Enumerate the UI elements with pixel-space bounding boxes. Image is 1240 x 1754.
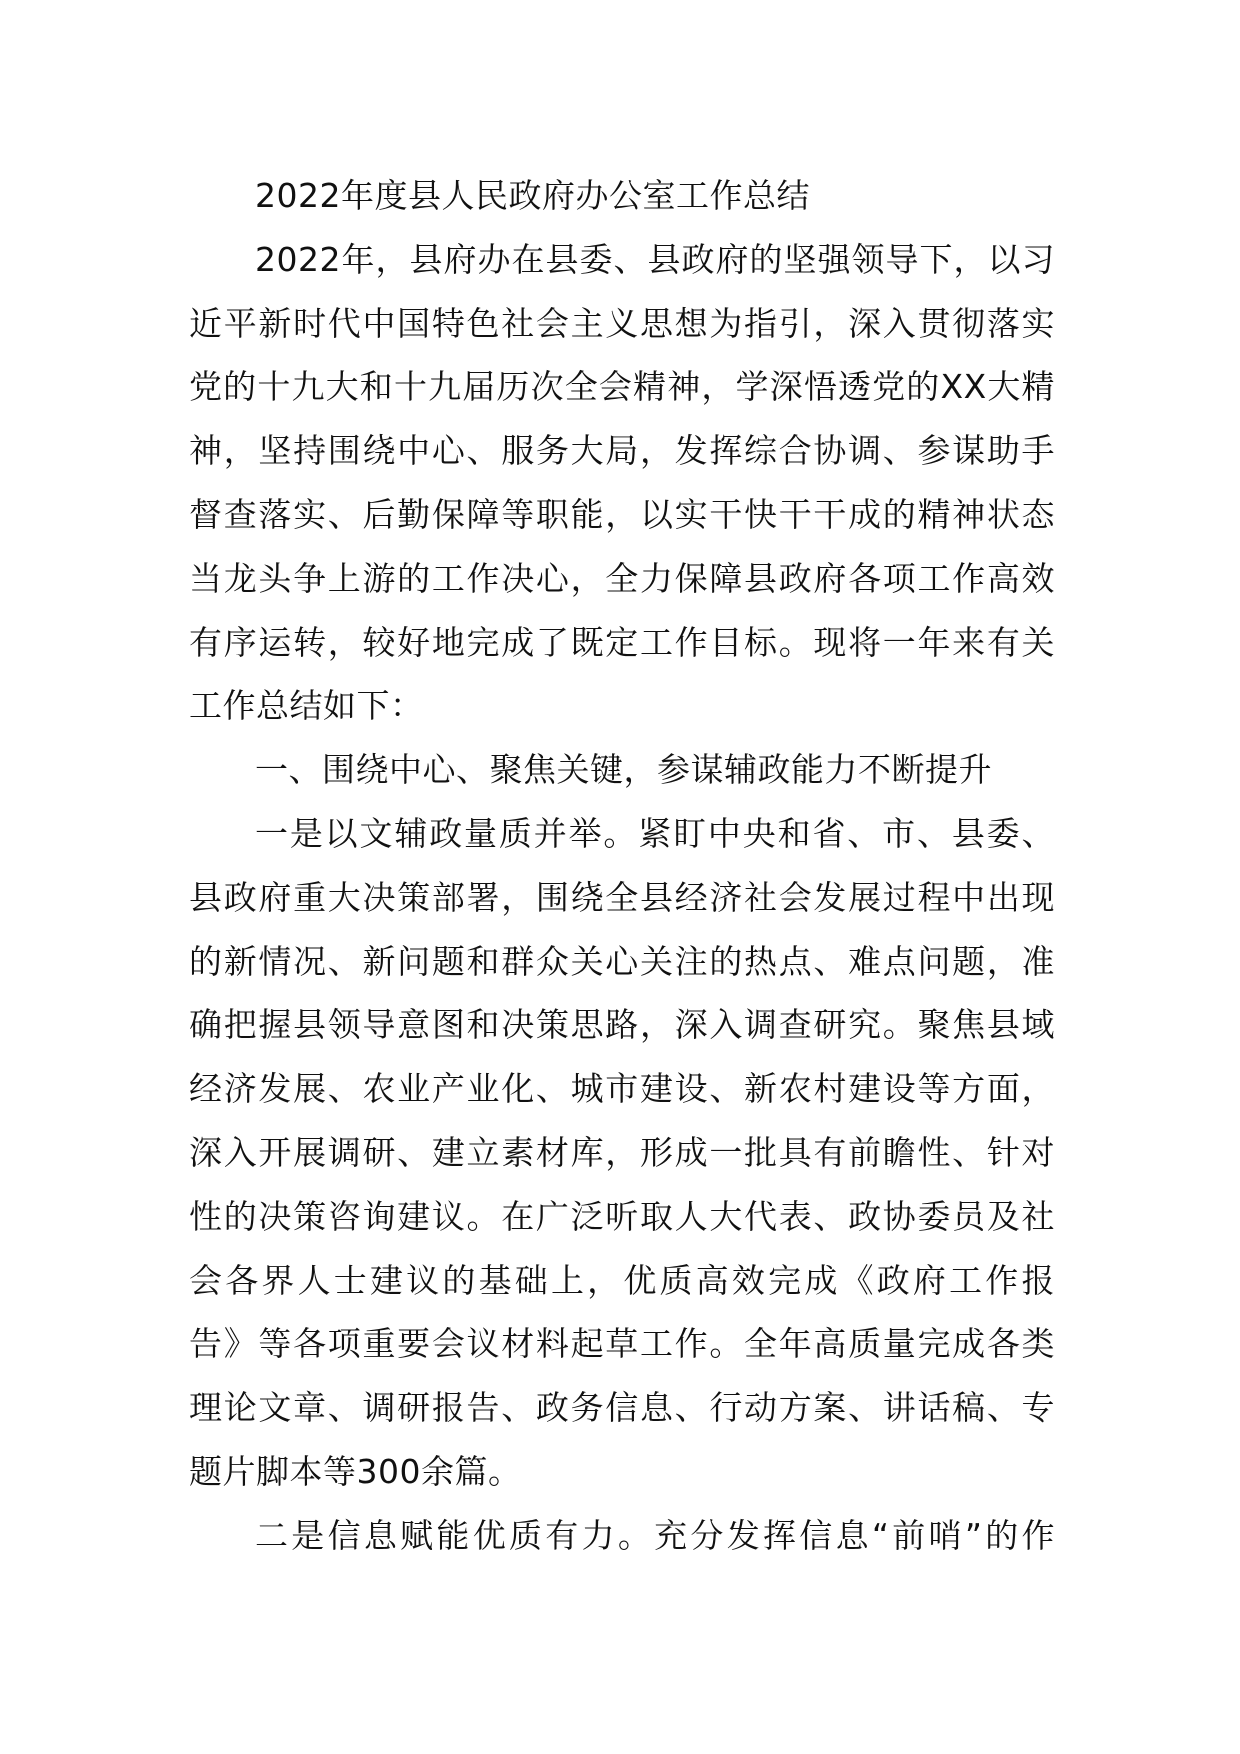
text-line: 工作总结如下： <box>189 686 424 726</box>
text-line: 近平新时代中国特色社会主义思想为指引，深入贯彻落实 <box>189 303 1055 343</box>
text-line: 督查落实、后勤保障等职能，以实干快干干成的精神状态 <box>189 494 1055 534</box>
text-line: 党的十九大和十九届历次全会精神，学深悟透党的XX大精 <box>189 367 1055 407</box>
text-line: 性的决策咨询建议。在广泛听取人大代表、政协委员及社 <box>189 1196 1055 1236</box>
paragraph-intro <box>189 228 1055 738</box>
text-line: 理论文章、调研报告、政务信息、行动方案、讲话稿、专 <box>189 1388 1055 1428</box>
text-line: 当龙头争上游的工作决心，全力保障县政府各项工作高效 <box>189 558 1055 598</box>
text-line: 的新情况、新问题和群众关心关注的热点、难点问题，准 <box>189 941 1055 981</box>
text-line: 经济发展、农业产业化、城市建设、新农村建设等方面， <box>189 1069 1055 1109</box>
text-line: 有序运转，较好地完成了既定工作目标。现将一年来有关 <box>189 622 1055 662</box>
text-line: 题片脚本等300余篇。 <box>189 1451 522 1491</box>
text-line: 深入开展调研、建立素材库，形成一批具有前瞻性、针对 <box>189 1132 1055 1172</box>
section-heading: 一、围绕中心、聚焦关键，参谋辅政能力不断提升 <box>255 750 992 790</box>
paragraph-information <box>189 1504 1055 1568</box>
text-line: 告》等各项重要会议材料起草工作。全年高质量完成各类 <box>189 1324 1055 1364</box>
text-line: 会各界人士建议的基础上，优质高效完成《政府工作报 <box>189 1260 1055 1300</box>
text-line: 确把握县领导意图和决策思路，深入调查研究。聚焦县域 <box>189 1005 1055 1045</box>
text-line: 二是信息赋能优质有力。充分发挥信息“前哨”的作 <box>255 1515 1055 1555</box>
paragraph-writing <box>189 802 1055 1504</box>
text-line: 2022年，县府办在县委、县政府的坚强领导下，以习 <box>255 239 1055 279</box>
text-line: 一是以文辅政量质并举。紧盯中央和省、市、县委、 <box>255 813 1055 853</box>
document-title: 2022年度县人民政府办公室工作总结 <box>255 176 810 215</box>
document-body <box>189 164 1055 1568</box>
section-heading-1 <box>189 738 1055 802</box>
text-line: 神，坚持围绕中心、服务大局，发挥综合协调、参谋助手 <box>189 431 1055 471</box>
text-line: 县政府重大决策部署，围绕全县经济社会发展过程中出现 <box>189 877 1055 917</box>
